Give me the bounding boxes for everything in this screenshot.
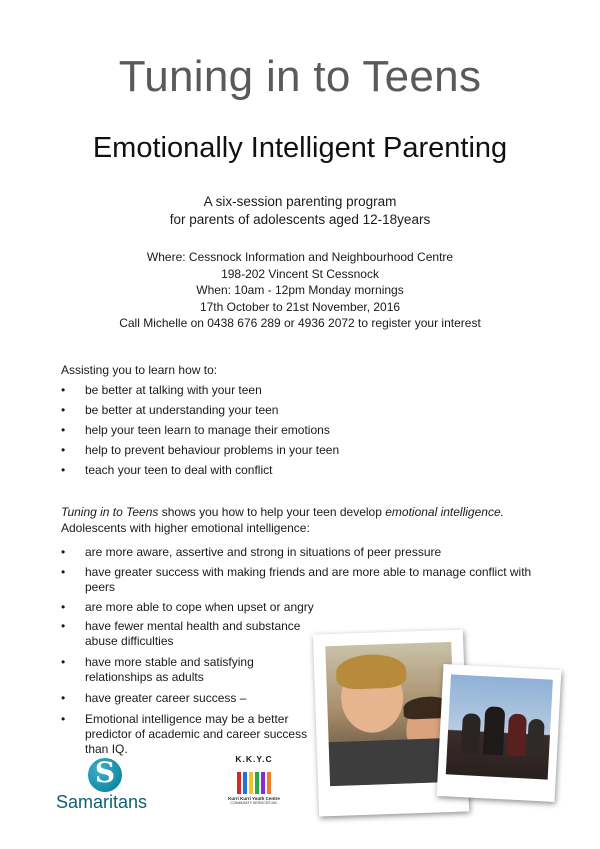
kkyc-figures-icon xyxy=(237,766,271,794)
list-item: • Emotional intelligence may be a better predictor of academic and career success than IQ. xyxy=(61,712,311,757)
learn-list xyxy=(61,383,541,483)
list-item: • have more stable and satisfying relationships as adults xyxy=(61,655,311,685)
kkyc-name: Kurri Kurri Youth Centre xyxy=(228,796,280,801)
teen-hair xyxy=(336,653,407,689)
program-details xyxy=(0,249,600,332)
kkyc-tagline: COMMUNITY SERVICES INC xyxy=(230,801,278,805)
where-text: Where: Cessnock Information and Neighbourhood Centre xyxy=(146,250,454,264)
teen-figure xyxy=(461,713,481,754)
para-text: shows you how to help your teen develop xyxy=(158,505,386,519)
benefits-list-continued xyxy=(61,619,311,763)
samaritans-mark: S xyxy=(94,756,116,789)
teen-figure xyxy=(527,719,545,758)
teens-group-photo-image xyxy=(446,674,553,779)
list-item: • are more aware, assertive and strong in situations of peer pressure xyxy=(61,545,541,560)
teens-group-photo xyxy=(437,664,562,802)
page-subtitle: Emotionally Intelligent Parenting xyxy=(92,132,508,164)
intro-line: for parents of adolescents aged 12-18years xyxy=(169,212,431,227)
list-item: • have greater career success – xyxy=(61,691,311,706)
page-title: Tuning in to Teens xyxy=(118,52,482,101)
benefits-list xyxy=(61,545,541,620)
teen-figure xyxy=(483,706,505,755)
list-item: • are more able to cope when upset or angry xyxy=(61,600,541,615)
dates-text: 17th October to 21st November, 2016 xyxy=(199,299,401,314)
kkyc-title: K.K.Y.C xyxy=(235,754,273,764)
learn-lead: Assisting you to learn how to: xyxy=(61,363,218,377)
program-name: Tuning in to Teens xyxy=(61,505,159,519)
teen-figure xyxy=(507,713,527,756)
teens-photo-image xyxy=(325,642,456,786)
list-item: • be better at understanding your teen xyxy=(61,403,541,418)
samaritans-logo xyxy=(56,758,156,818)
when-text: When: 10am - 12pm Monday mornings xyxy=(196,283,404,297)
samaritans-wordmark: Samaritans xyxy=(56,792,148,812)
list-item: • be better at talking with your teen xyxy=(61,383,541,398)
intro-line: A six-session parenting program xyxy=(203,194,397,209)
list-item: • have greater success with making friends and are more able to manage conflict with peers xyxy=(61,565,541,595)
list-item: • teach your teen to deal with conflict xyxy=(61,463,541,478)
contact-text: Call Michelle on 0438 676 289 or 4936 2072 to register your interest xyxy=(119,316,481,330)
address-text: 198-202 Vincent St Cessnock xyxy=(221,266,379,281)
list-item: • help to prevent behaviour problems in your teen xyxy=(61,443,541,458)
emotional-intelligence-paragraph xyxy=(61,504,541,536)
para-emphasis: emotional intelligence. xyxy=(385,505,504,519)
list-item: • help your teen learn to manage their emotions xyxy=(61,423,541,438)
list-item: • have fewer mental health and substance abuse difficulties xyxy=(61,619,311,649)
program-intro xyxy=(0,193,600,229)
kkyc-logo xyxy=(224,754,284,816)
para-line: Adolescents with higher emotional intelligence: xyxy=(61,521,310,535)
